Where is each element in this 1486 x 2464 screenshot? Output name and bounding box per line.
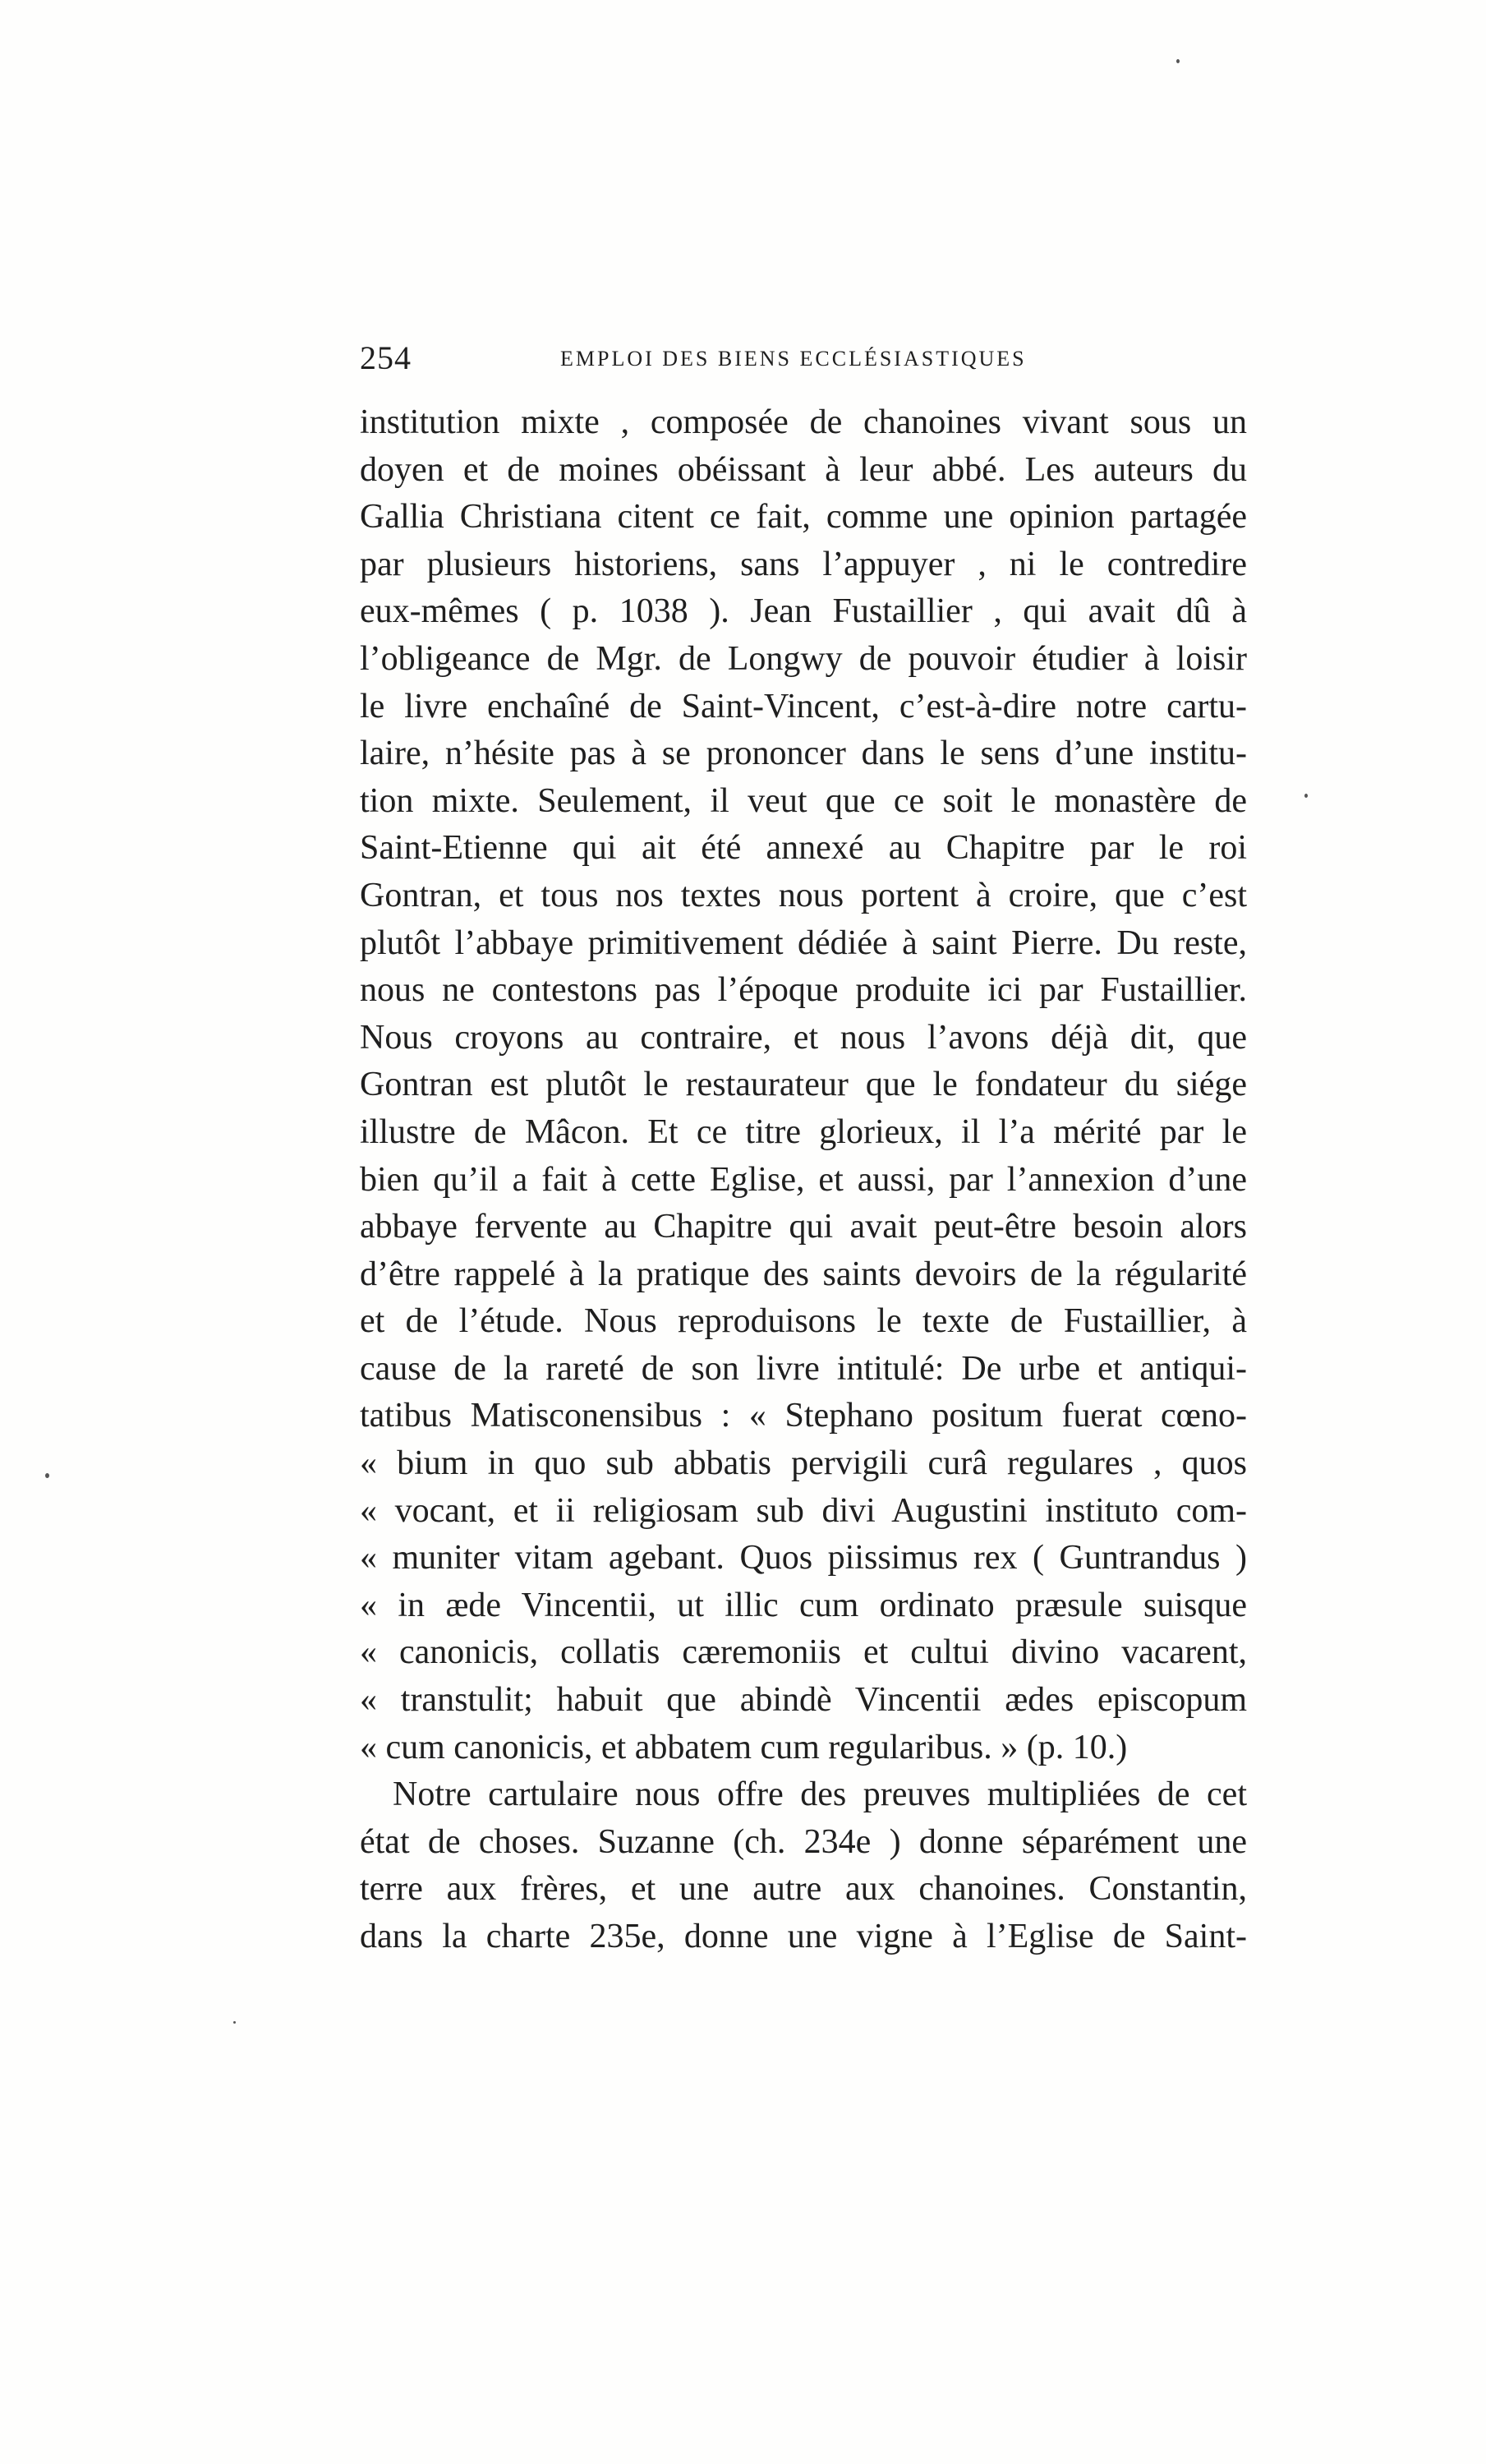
text-line: et de l’étude. Nous reproduisons le texte de Fustaillier, à [360,1302,1247,1341]
text-line: Nous croyons au contraire, et nous l’avons déjà dit, que [360,1018,1247,1057]
text-line: Notre cartulaire nous offre des preuves multipliées de cet [393,1775,1247,1814]
text-line: par plusieurs historiens, sans l’appuyer , ni le contredire [360,545,1247,583]
text-line: plutôt l’abbaye primitivement dédiée à saint Pierre. Du reste, [360,923,1247,962]
text-line: tion mixte. Seulement, il veut que ce soit le monastère de [360,781,1247,820]
text-line: état de choses. Suzanne (ch. 234e ) donne séparément une [360,1822,1247,1861]
paper-speck [1176,59,1180,63]
text-line: Gallia Christiana citent ce fait, comme une opinion partagée [360,498,1247,537]
text-line: bien qu’il a fait à cette Eglise, et aussi, par l’annexion d’une [360,1160,1247,1199]
text-line: cause de la rareté de son livre intitulé: De urbe et antiqui- [360,1349,1247,1388]
quote-line: « muniter vitam agebant. Quos piissimus rex ( Guntrandus ) [360,1539,1247,1577]
text-line: d’être rappelé à la pratique des saints devoirs de la régularité [360,1255,1247,1293]
text-line: dans la charte 235e, donne une vigne à l’Eglise de Saint- [360,1918,1247,1955]
text-line: laire, n’hésite pas à se prononcer dans le sens d’une institu- [360,735,1247,773]
text-line: nous ne contestons pas l’époque produite ici par Fustaillier. [360,971,1247,1010]
text-line: doyen et de moines obéissant à leur abbé. Les auteurs du [360,450,1247,489]
quote-line: « in æde Vincentii, ut illic cum ordinato præsule suisque [360,1586,1247,1624]
quote-line: « cum canonicis, et abbatem cum regularibus. » (p. 10.) [360,1728,1128,1766]
text-line: Gontran, et tous nos textes nous portent à croire, que c’est [360,876,1247,914]
page-header [360,339,1247,380]
quote-line: « transtulit; habuit que abindè Vincentii ædes episcopum [360,1681,1247,1720]
text-line: terre aux frères, et une autre aux chanoines. Constantin, [360,1870,1247,1909]
text-line: Gontran est plutôt le restaurateur que le fondateur du siége [360,1066,1247,1104]
text-line: tatibus Matisconensibus : « Stephano positum fuerat cœno- [360,1397,1247,1435]
quote-line: « vocant, et ii religiosam sub divi Augustini instituto com- [360,1491,1247,1530]
text-line: institution mixte , composée de chanoines vivant sous un [360,403,1247,441]
text-line: illustre de Mâcon. Et ce titre glorieux, il l’a mérité par le [360,1112,1247,1151]
text-line: eux-mêmes ( p. 1038 ). Jean Fustaillier , qui avait dû à [360,592,1247,631]
quote-line: « bium in quo sub abbatis pervigili curâ regulares , quos [360,1444,1247,1483]
text-line: Saint-Etienne qui ait été annexé au Chapitre par le roi [360,829,1247,868]
page-number: 254 [360,339,412,376]
paper-speck [45,1473,49,1478]
paper-speck [233,2021,236,2024]
running-title: EMPLOI DES BIENS ECCLÉSIASTIQUES [560,347,1027,371]
text-line: le livre enchaîné de Saint-Vincent, c’est-à-dire notre cartu- [360,687,1247,725]
body-text [360,399,1247,1961]
paper-speck [1304,794,1308,798]
text-line: abbaye fervente au Chapitre qui avait peut-être besoin alors [360,1208,1247,1246]
quote-line: « canonicis, collatis cæremoniis et cultui divino vacarent, [360,1633,1247,1672]
text-line: l’obligeance de Mgr. de Longwy de pouvoir étudier à loisir [360,639,1247,678]
